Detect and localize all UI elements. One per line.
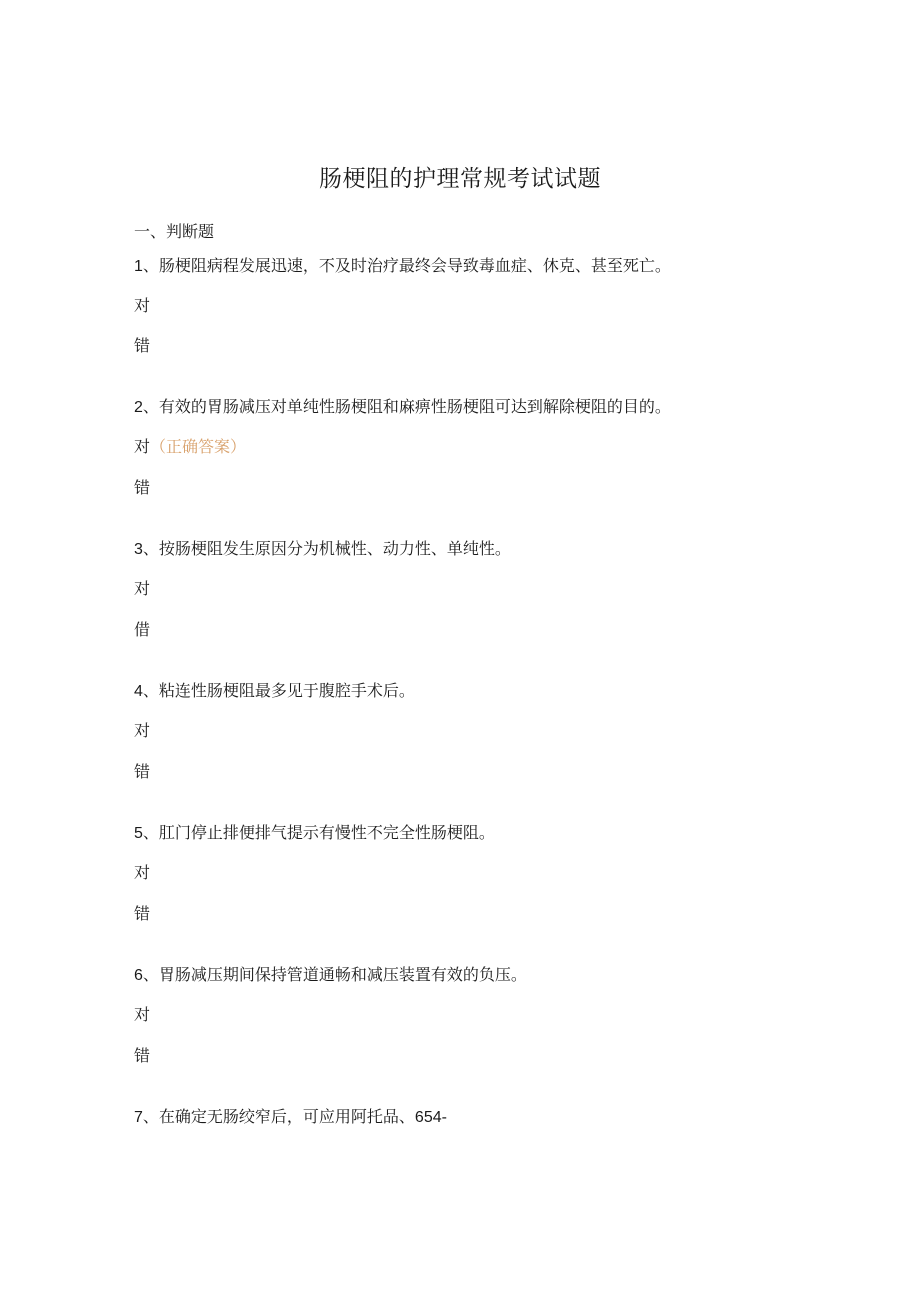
question-number: 5 [134,825,143,842]
question-text: 、有效的胃肠减压对单纯性肠梗阻和麻痹性肠梗阻可达到解除梗阻的目的。 [142,397,671,416]
question-text: 、肛门停止排便排气提示有慢性不完全性肠梗阻。 [142,823,495,842]
question-number: 4 [134,683,143,700]
question-1 [134,253,671,276]
question-1-option-1[interactable] [134,293,150,316]
question-6 [134,962,527,985]
option-label: 对 [134,437,151,456]
option-label: 错 [134,478,151,497]
question-text: 、在确定无肠绞窄后，可应用阿托品、 [142,1107,415,1126]
option-label: 错 [134,762,151,781]
question-5-option-2[interactable] [134,901,150,924]
document-title: 肠梗阻的护理常规考试试题 [319,166,601,192]
question-3 [134,536,511,559]
question-6-option-1[interactable] [134,1002,150,1025]
question-3-option-2[interactable] [134,617,150,640]
question-2 [134,394,671,417]
question-2-option-2[interactable] [134,475,150,498]
question-2-option-1[interactable] [134,434,246,457]
question-1-option-2[interactable] [134,333,150,356]
question-text-suffix: 654- [414,1109,447,1126]
option-label: 对 [134,721,151,740]
question-4-option-1[interactable] [134,718,150,741]
question-number: 6 [134,967,143,984]
question-6-option-2[interactable] [134,1043,150,1066]
question-number: 7 [134,1109,143,1126]
question-5-option-1[interactable] [134,860,150,883]
question-number: 2 [134,399,143,416]
question-4 [134,678,415,701]
option-label: 对 [134,863,151,882]
question-number: 1 [134,258,143,275]
option-label: 错 [134,1046,151,1065]
question-text: 、按肠梗阻发生原因分为机械性、动力性、单纯性。 [142,539,511,558]
question-text: 、粘连性肠梗阻最多见于腹腔手术后。 [142,681,415,700]
question-text: 、肠梗阻病程发展迅速，不及时治疗最终会导致毒血症、休克、甚至死亡。 [142,256,671,275]
option-label: 对 [134,1005,151,1024]
option-label: 错 [134,904,151,923]
option-label: 对 [134,296,151,315]
option-label: 借 [134,620,151,639]
question-7 [134,1104,447,1127]
section-heading: 一、判断题 [134,222,215,241]
correct-answer-marker: （正确答案） [150,437,247,456]
question-number: 3 [134,541,143,558]
question-text: 、胃肠减压期间保持管道通畅和减压装置有效的负压。 [142,965,527,984]
option-label: 对 [134,579,151,598]
question-3-option-1[interactable] [134,576,150,599]
question-4-option-2[interactable] [134,759,150,782]
question-5 [134,820,495,843]
option-label: 错 [134,336,151,355]
